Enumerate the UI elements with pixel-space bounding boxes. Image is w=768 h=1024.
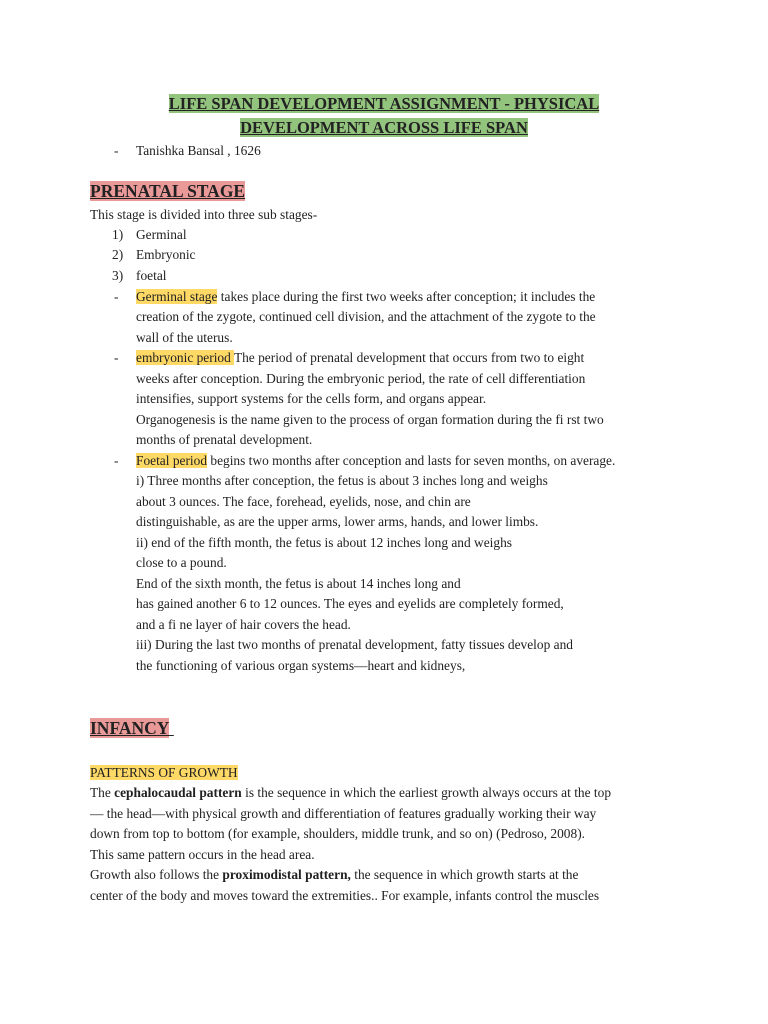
embryonic-line-1: embryonic period The period of prenatal development that occurs from two to eight xyxy=(136,350,585,365)
proximodistal-line-2: center of the body and moves toward the extremities.. For example, infants control the muscles xyxy=(90,888,600,903)
infancy-heading: INFANCY xyxy=(90,718,170,738)
bullet-dash: - xyxy=(114,350,119,365)
cephalocaudal-line-2: — the head—with physical growth and differentiation of features gradually working their way xyxy=(90,806,597,821)
prenatal-heading: PRENATAL STAGE xyxy=(90,181,246,201)
embryonic-line-4: Organogenesis is the name given to the process of organ formation during the fi rst two xyxy=(136,412,604,427)
foetal-line-11: the functioning of various organ systems—heart and kidneys, xyxy=(136,658,466,673)
foetal-line-3: about 3 ounces. The face, forehead, eyelids, nose, and chin are xyxy=(136,494,471,509)
document-title-line-2: DEVELOPMENT ACROSS LIFE SPAN xyxy=(240,118,528,137)
foetal-line-5: ii) end of the fifth month, the fetus is about 12 inches long and weighs xyxy=(136,535,512,550)
bullet-dash: - xyxy=(114,289,119,304)
cephalocaudal-line-1: The cephalocaudal pattern is the sequence in which the earliest growth always occurs at the top xyxy=(90,785,612,800)
foetal-line-2: i) Three months after conception, the fetus is about 3 inches long and weighs xyxy=(136,473,548,488)
proximodistal-term: proximodistal pattern, xyxy=(222,867,351,882)
list-item: Germinal xyxy=(136,227,187,242)
cephalocaudal-line-4: This same pattern occurs in the head area. xyxy=(90,847,315,862)
patterns-subheading: PATTERNS OF GROWTH xyxy=(90,765,238,780)
germinal-line-3: wall of the uterus. xyxy=(136,330,233,345)
foetal-line-4: distinguishable, as are the upper arms, lower arms, hands, and lower limbs. xyxy=(136,514,539,529)
prenatal-intro: This stage is divided into three sub stages- xyxy=(90,207,318,222)
foetal-line-1: Foetal period begins two months after conception and lasts for seven months, on average. xyxy=(136,453,616,468)
embryonic-term: embryonic period xyxy=(136,350,234,365)
embryonic-line-5: months of prenatal development. xyxy=(136,432,313,447)
list-number: 3) xyxy=(112,268,124,283)
foetal-line-8: has gained another 6 to 12 ounces. The eyes and eyelids are completely formed, xyxy=(136,596,564,611)
list-item: Embryonic xyxy=(136,247,196,262)
list-number: 2) xyxy=(112,247,124,262)
proximodistal-line-1: Growth also follows the proximodistal pattern, the sequence in which growth starts at the xyxy=(90,867,579,882)
list-item: foetal xyxy=(136,268,167,283)
foetal-line-9: and a fi ne layer of hair covers the head. xyxy=(136,617,351,632)
embryonic-line-3: intensifies, support systems for the cells form, and organs appear. xyxy=(136,391,487,406)
foetal-line-7: End of the sixth month, the fetus is about 14 inches long and xyxy=(136,576,461,591)
cephalocaudal-line-3: down from top to bottom (for example, shoulders, middle trunk, and so on) (Pedroso, 2008). xyxy=(90,826,586,841)
embryonic-line-2: weeks after conception. During the embryonic period, the rate of cell differentiation xyxy=(136,371,586,386)
germinal-term: Germinal stage xyxy=(136,289,218,304)
germinal-line-1: Germinal stage takes place during the first two weeks after conception; it includes the xyxy=(136,289,596,304)
foetal-line-6: close to a pound. xyxy=(136,555,227,570)
author-line: Tanishka Bansal , 1626 xyxy=(136,143,261,158)
document-title-line-1: LIFE SPAN DEVELOPMENT ASSIGNMENT - PHYSICAL xyxy=(168,94,600,113)
germinal-line-2: creation of the zygote, continued cell division, and the attachment of the zygote to the xyxy=(136,309,596,324)
foetal-term: Foetal period xyxy=(136,453,208,468)
bullet-dash: - xyxy=(114,453,119,468)
foetal-line-10: iii) During the last two months of prenatal development, fatty tissues develop and xyxy=(136,637,573,652)
cephalocaudal-term: cephalocaudal pattern xyxy=(114,785,242,800)
list-number: 1) xyxy=(112,227,124,242)
author-dash: - xyxy=(114,143,119,158)
